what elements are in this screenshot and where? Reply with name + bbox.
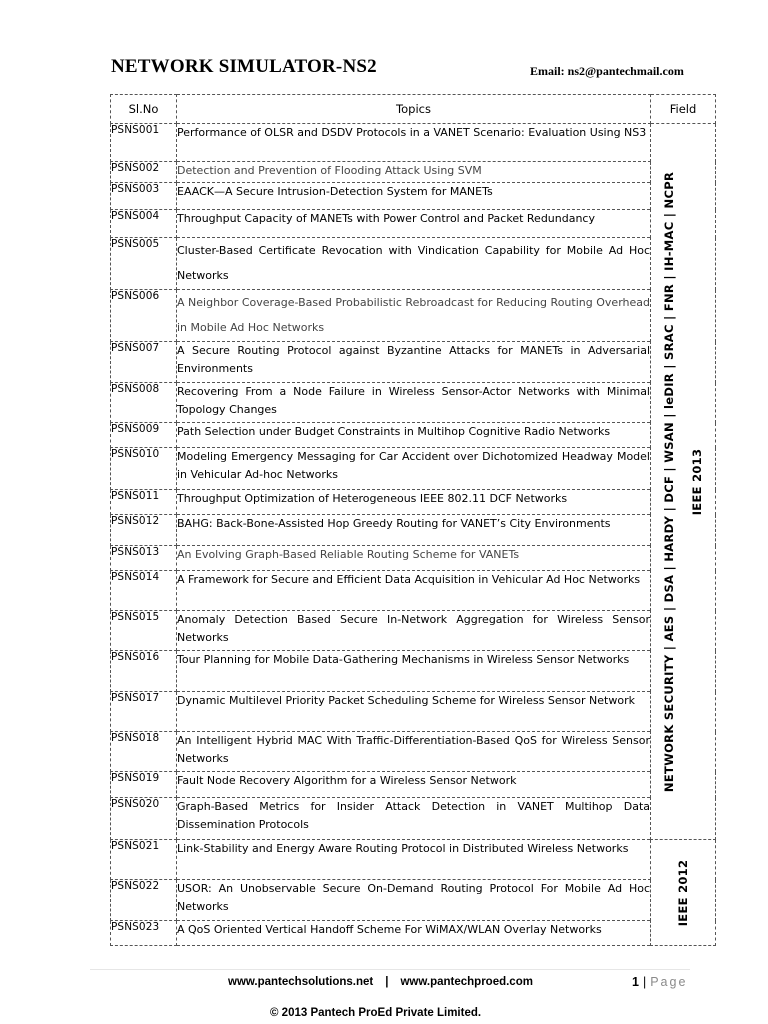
table-row [111,798,716,840]
row-id: PSNS010 [111,448,177,490]
table-row [111,921,716,946]
column-header-sl-no: Sl.No [111,95,177,124]
row-id: PSNS021 [111,840,177,880]
page-number-value: 1 [632,975,639,989]
row-topic: A Framework for Secure and Efficient Data Acquisition in Vehicular Ad Hoc Networks [177,571,651,611]
row-id: PSNS005 [111,238,177,290]
row-id: PSNS002 [111,162,177,183]
contact-email: Email: ns2@pantechmail.com [530,64,684,78]
row-topic: Dynamic Multilevel Priority Packet Scheduling Scheme for Wireless Sensor Network [177,692,651,732]
field-domains-2013: NETWORK SECURITY | AES | DSA | HARDY | DCF | WSAN | leDIR | SRAC | FNR | IH-MAC | NCPR [662,171,676,792]
footer-divider [90,969,690,970]
table-row [111,342,716,383]
footer-link-pantechsolutions[interactable]: www.pantechsolutions.net [228,976,374,988]
table-row [111,546,716,571]
row-id: PSNS011 [111,490,177,515]
row-topic: Detection and Prevention of Flooding Attack Using SVM [177,162,651,183]
row-id: PSNS015 [111,611,177,651]
table-row [111,238,716,290]
table-row [111,611,716,651]
table-row [111,162,716,183]
row-topic: Path Selection under Budget Constraints in Multihop Cognitive Radio Networks [177,423,651,448]
row-topic: Recovering From a Node Failure in Wireless Sensor-Actor Networks with Minimal Topology Changes [177,383,651,423]
table-row [111,772,716,798]
copyright-notice: © 2013 Pantech ProEd Private Limited. [270,1007,482,1019]
table-row [111,571,716,611]
row-id: PSNS007 [111,342,177,383]
table-row [111,732,716,772]
field-cell-ieee-2013 [651,124,716,840]
page-number-bar: | [642,975,647,989]
table-row [111,183,716,210]
row-topic: A Secure Routing Protocol against Byzantine Attacks for MANETs in Adversarial Environments [177,342,651,383]
row-topic: Anomaly Detection Based Secure In-Network Aggregation for Wireless Sensor Networks [177,611,651,651]
row-topic: BAHG: Back-Bone-Assisted Hop Greedy Routing for VANET’s City Environments [177,515,651,546]
field-cell-ieee-2012 [651,840,716,946]
table-row [111,124,716,162]
row-id: PSNS006 [111,290,177,342]
topics-table [110,94,716,946]
table-row [111,490,716,515]
row-topic: Fault Node Recovery Algorithm for a Wireless Sensor Network [177,772,651,798]
page-number [632,975,687,989]
field-year-2013: IEEE 2013 [690,448,704,515]
row-topic: USOR: An Unobservable Secure On-Demand Routing Protocol For Mobile Ad Hoc Networks [177,880,651,921]
field-label-2013 [662,171,704,791]
row-id: PSNS018 [111,732,177,772]
row-topic: Tour Planning for Mobile Data-Gathering Mechanisms in Wireless Sensor Networks [177,651,651,692]
row-id: PSNS017 [111,692,177,732]
row-id: PSNS008 [111,383,177,423]
row-id: PSNS001 [111,124,177,162]
row-topic: Link-Stability and Energy Aware Routing Protocol in Distributed Wireless Networks [177,840,651,880]
row-topic: Cluster-Based Certificate Revocation with Vindication Capability for Mobile Ad Hoc Networks [177,238,651,290]
table-header-row [111,95,716,124]
table-row [111,692,716,732]
table-row [111,448,716,490]
footer-links [228,976,533,988]
column-header-field: Field [651,95,716,124]
row-topic: Throughput Optimization of Heterogeneous IEEE 802.11 DCF Networks [177,490,651,515]
row-topic: Throughput Capacity of MANETs with Power Control and Packet Redundancy [177,210,651,238]
row-topic: A QoS Oriented Vertical Handoff Scheme For WiMAX/WLAN Overlay Networks [177,921,651,946]
table-row [111,290,716,342]
row-id: PSNS003 [111,183,177,210]
row-id: PSNS019 [111,772,177,798]
page-number-word: Page [650,975,688,989]
row-id: PSNS023 [111,921,177,946]
row-topic: A Neighbor Coverage-Based Probabilistic Rebroadcast for Reducing Routing Overhead in Mobile Ad Hoc Networks [177,290,651,342]
column-header-topics: Topics [177,95,651,124]
row-topic: Performance of OLSR and DSDV Protocols in a VANET Scenario: Evaluation Using NS3 [177,124,651,162]
page-title: NETWORK SIMULATOR-NS2 [111,56,377,77]
table-row [111,210,716,238]
footer-separator: | [385,976,389,988]
row-id: PSNS014 [111,571,177,611]
footer-link-pantechproed[interactable]: www.pantechproed.com [400,976,533,988]
table-row [111,840,716,880]
table-row [111,423,716,448]
row-id: PSNS012 [111,515,177,546]
row-id: PSNS009 [111,423,177,448]
table-row [111,515,716,546]
row-id: PSNS016 [111,651,177,692]
row-topic: Modeling Emergency Messaging for Car Accident over Dichotomized Headway Model in Vehicular Ad-hoc Networks [177,448,651,490]
field-year-2012: IEEE 2012 [676,859,690,926]
row-id: PSNS013 [111,546,177,571]
row-id: PSNS022 [111,880,177,921]
table-row [111,383,716,423]
row-topic: EAACK—A Secure Intrusion-Detection System for MANETs [177,183,651,210]
row-topic: Graph-Based Metrics for Insider Attack Detection in VANET Multihop Data Dissemination Protocols [177,798,651,840]
row-topic: An Intelligent Hybrid MAC With Traffic-Differentiation-Based QoS for Wireless Sensor Networks [177,732,651,772]
row-id: PSNS004 [111,210,177,238]
table-row [111,651,716,692]
table-row [111,880,716,921]
row-topic: An Evolving Graph-Based Reliable Routing Scheme for VANETs [177,546,651,571]
row-id: PSNS020 [111,798,177,840]
